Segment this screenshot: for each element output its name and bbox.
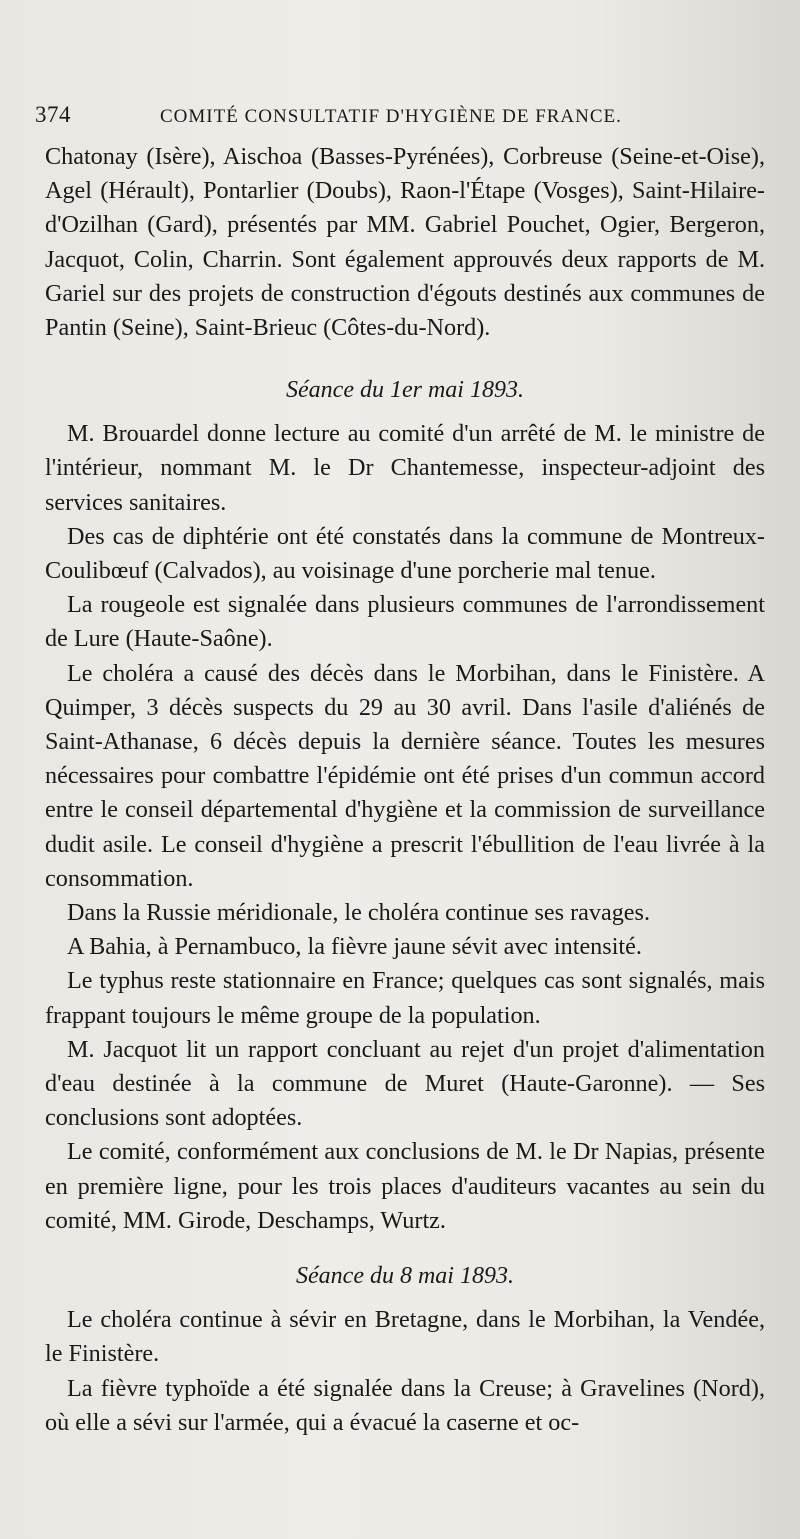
paragraph: Des cas de diphtérie ont été constatés dans la commune de Montreux-Coulibœuf (Calvados), au voisinage d'une porcherie mal tenue. xyxy=(45,522,765,585)
paragraph: Le comité, conformément aux conclusions de M. le Dr Napias, présente en première ligne, pour les trois places d'auditeurs vacantes au sein du comité, MM. Girode, Deschamps, Wurtz. xyxy=(45,1138,765,1234)
paragraph: La rougeole est signalée dans plusieurs communes de l'arrondissement de Lure (Haute-Saône). xyxy=(45,591,765,653)
paragraph: Le typhus reste stationnaire en France; quelques cas sont signalés, mais frappant toujours le même groupe de la population. xyxy=(45,967,765,1029)
paragraph-intro: Chatonay (Isère), Aischoa (Basses-Pyrénées), Corbreuse (Seine-et-Oise), Agel (Hérault), Pontarlier (Doubs), Raon-l'Étape (Vosges), Saint-Hilaire-d'Ozilhan (Gard), présentés par MM. Gabriel Pouchet, Ogier, Bergeron, Jacquot, Colin, Charrin. Sont également approuvés deux rapports de M. Gariel sur des projets de construction d'égouts destinés aux communes de Pantin (Seine), Saint-Brieuc (Côtes-du-Nord). xyxy=(45,143,765,342)
section-title-8-mai: Séance du 8 mai 1893. xyxy=(296,1263,514,1290)
paragraph: La fièvre typhoïde a été signalée dans la Creuse; à Gravelines (Nord), où elle a sévi sur l'armée, qui a évacué la caserne et oc- xyxy=(45,1374,765,1436)
paragraph: A Bahia, à Pernambuco, la fièvre jaune sévit avec intensité. xyxy=(67,933,642,961)
document-body xyxy=(45,140,765,1440)
page-header xyxy=(35,100,775,130)
page-number: 374 xyxy=(35,102,71,127)
running-head: COMITÉ CONSULTATIF D'HYGIÈNE DE FRANCE. xyxy=(160,106,622,127)
paragraph: Dans la Russie méridionale, le choléra continue ses ravages. xyxy=(67,899,650,927)
paragraph: Le choléra continue à sévir en Bretagne, dans le Morbihan, la Vendée, le Finistère. xyxy=(45,1306,765,1368)
paragraph: M. Jacquot lit un rapport concluant au rejet d'un projet d'alimentation d'eau destinée à la commune de Muret (Haute-Garonne). — Ses conclusions sont adoptées. xyxy=(45,1035,765,1132)
paragraph: M. Brouardel donne lecture au comité d'un arrêté de M. le ministre de l'intérieur, nommant M. le Dr Chantemesse, inspecteur-adjoint des services sanitaires. xyxy=(45,420,765,516)
section-title-1er-mai: Séance du 1er mai 1893. xyxy=(286,377,524,404)
paragraph: Le choléra a causé des décès dans le Morbihan, dans le Finistère. A Quimper, 3 décès suspects du 29 au 30 avril. Dans l'asile d'aliénés de Saint-Athanase, 6 décès depuis la dernière séance. Toutes les mesures nécessaires pour combattre l'épidémie ont été prises d'un commun accord entre le conseil départemental d'hygiène et la commission de surveillance dudit asile. Le conseil d'hygiène a prescrit l'ébullition de l'eau livrée à la consommation. xyxy=(45,659,765,892)
